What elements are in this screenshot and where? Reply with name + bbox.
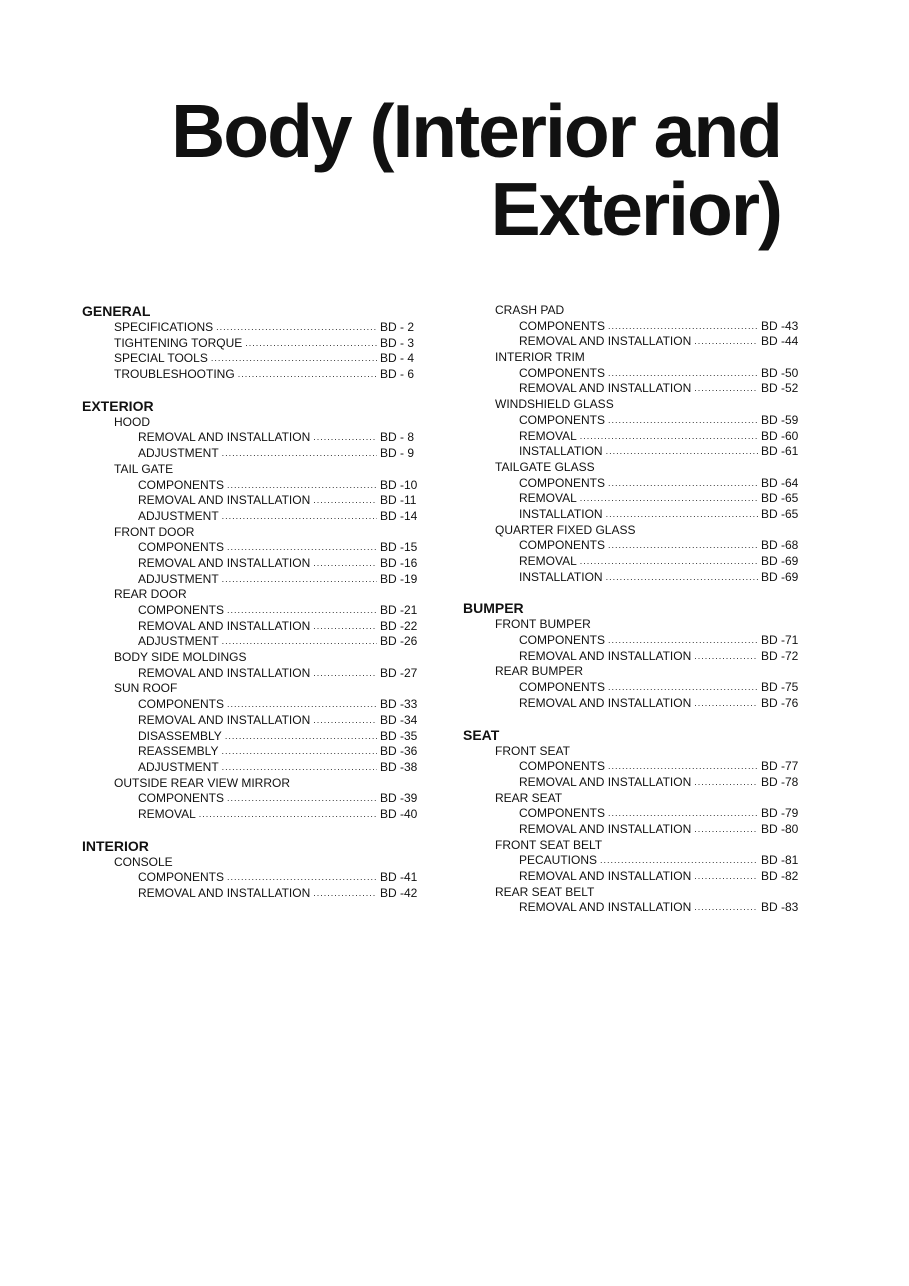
toc-entry-title: REMOVAL AND INSTALLATION <box>138 665 311 680</box>
toc-entry-page: BD -68 <box>761 538 799 553</box>
toc-subgroup <box>463 397 805 460</box>
toc-entry-title: COMPONENTS <box>138 791 225 806</box>
toc-subgroup <box>463 460 805 523</box>
toc-entry <box>519 680 805 696</box>
dot-leader <box>608 759 758 775</box>
toc-entry <box>114 367 424 383</box>
dot-leader <box>222 634 377 650</box>
toc-subgroup <box>463 303 805 350</box>
toc-entry <box>519 429 805 445</box>
toc-entry <box>138 430 424 446</box>
toc-entry-title: REMOVAL <box>519 554 577 568</box>
toc-subheading: QUARTER FIXED GLASS <box>495 522 636 537</box>
toc-entry-page: BD -82 <box>761 869 799 883</box>
toc-entry-title: REMOVAL AND INSTALLATION <box>138 430 311 445</box>
dot-leader <box>694 381 758 397</box>
toc-entry <box>519 759 805 775</box>
toc-entry-title: COMPONENTS <box>138 697 225 712</box>
toc-subheading: REAR BUMPER <box>495 664 584 679</box>
toc-entry-page: BD -79 <box>761 806 799 821</box>
toc-entry-page: BD -77 <box>761 759 799 774</box>
toc-entry-page: BD -72 <box>761 648 799 663</box>
section-heading-bumper: BUMPER <box>463 600 524 617</box>
toc-entry-page: BD -10 <box>380 477 418 492</box>
toc-entry-title: REMOVAL AND INSTALLATION <box>519 334 692 349</box>
dot-leader <box>216 320 377 336</box>
toc-right-column <box>463 303 805 916</box>
dot-leader <box>199 807 377 823</box>
toc-left-column <box>82 303 424 902</box>
toc-entry-title: COMPONENTS <box>138 477 225 492</box>
dot-leader <box>238 367 377 383</box>
dot-leader <box>606 444 758 460</box>
dot-leader <box>608 680 758 696</box>
page-title <box>171 89 781 251</box>
toc-entry <box>138 697 424 713</box>
page-title-line-1: Body (Interior and <box>171 89 781 173</box>
toc-subheading: CONSOLE <box>114 854 173 869</box>
toc-entry-page: BD -44 <box>761 334 799 349</box>
dot-leader <box>694 900 758 916</box>
dot-leader <box>608 633 758 649</box>
toc-subheading: BODY SIDE MOLDINGS <box>114 650 247 665</box>
toc-entry-title: COMPONENTS <box>138 540 225 555</box>
toc-entry-title: ADJUSTMENT <box>138 508 219 523</box>
toc-entry <box>138 603 424 619</box>
toc-entry <box>519 319 805 335</box>
toc-entry-page: BD - 8 <box>380 430 415 445</box>
toc-subgroup <box>463 885 805 916</box>
toc-entry-title: REMOVAL AND INSTALLATION <box>138 618 311 633</box>
dot-leader <box>600 853 758 869</box>
toc-entry-page: BD -83 <box>761 900 799 915</box>
toc-entry <box>138 446 424 462</box>
toc-subheading: CRASH PAD <box>495 303 565 317</box>
section-heading-interior: INTERIOR <box>82 837 149 854</box>
toc-entry-title: SPECIAL TOOLS <box>114 351 208 366</box>
toc-subheading: FRONT SEAT <box>495 743 570 758</box>
toc-entry-page: BD -50 <box>761 365 799 380</box>
toc-entry <box>114 336 424 352</box>
dot-leader <box>227 540 377 556</box>
toc-entry <box>138 619 424 635</box>
toc-entry-title: REMOVAL <box>519 428 577 443</box>
toc-entry <box>519 538 805 554</box>
dot-leader <box>227 870 377 886</box>
toc-subgroup <box>463 664 805 711</box>
dot-leader <box>694 775 758 791</box>
toc-entry <box>138 509 424 525</box>
toc-subgroup <box>463 523 805 586</box>
toc-entry-page: BD - 4 <box>380 351 415 366</box>
toc-subheading: TAIL GATE <box>114 461 174 476</box>
toc-entry-title: COMPONENTS <box>519 759 606 774</box>
toc-entry-title: SPECIFICATIONS <box>114 320 214 334</box>
toc-entry-title: COMPONENTS <box>519 412 606 427</box>
toc-entry-title: REMOVAL AND INSTALLATION <box>138 493 311 508</box>
toc-entry <box>138 666 424 682</box>
toc-entry-title: COMPONENTS <box>519 475 606 490</box>
toc-entry-page: BD -43 <box>761 318 799 333</box>
dot-leader <box>580 491 758 507</box>
toc-entry-page: BD -41 <box>380 870 418 885</box>
toc-subheading: HOOD <box>114 414 150 429</box>
toc-entry <box>138 760 424 776</box>
toc-entry <box>519 649 805 665</box>
dot-leader <box>245 336 377 352</box>
toc-entry <box>114 351 424 367</box>
toc-entry-page: BD - 2 <box>380 320 415 334</box>
dot-leader <box>227 478 377 494</box>
toc-entry-page: BD -16 <box>380 555 418 570</box>
toc-entry <box>138 493 424 509</box>
toc-entry-title: COMPONENTS <box>519 680 606 695</box>
toc-entry-title: ADJUSTMENT <box>138 446 219 461</box>
toc-entry <box>138 713 424 729</box>
toc-subheading: FRONT BUMPER <box>495 617 591 632</box>
toc-entry <box>519 633 805 649</box>
dot-leader <box>608 538 758 554</box>
toc-entry-title: ADJUSTMENT <box>138 571 219 586</box>
toc-subheading: SUN ROOF <box>114 681 178 696</box>
toc-subgroup <box>82 855 424 902</box>
dot-leader <box>606 570 758 586</box>
dot-leader <box>313 666 377 682</box>
toc-entry-page: BD -76 <box>761 695 799 710</box>
dot-leader <box>694 649 758 665</box>
dot-leader <box>606 507 758 523</box>
toc-entry <box>519 554 805 570</box>
toc-entry <box>519 806 805 822</box>
toc-subgroup <box>463 350 805 397</box>
toc-entry-title: INSTALLATION <box>519 569 603 584</box>
toc-entry <box>519 366 805 382</box>
toc-entry <box>519 869 805 885</box>
toc-subgroup <box>82 462 424 525</box>
toc-subgroup <box>82 650 424 681</box>
toc-entry-title: REMOVAL AND INSTALLATION <box>138 555 311 570</box>
toc-subheading: REAR SEAT BELT <box>495 884 595 899</box>
toc-entry-page: BD -64 <box>761 475 799 490</box>
toc-entry <box>138 886 424 902</box>
toc-subgroup <box>82 776 424 823</box>
toc-subheading: INTERIOR TRIM <box>495 350 585 365</box>
toc-entry-title: COMPONENTS <box>519 365 606 380</box>
dot-leader <box>221 744 377 760</box>
toc-entry <box>519 853 805 869</box>
toc-entry-title: INSTALLATION <box>519 444 603 459</box>
dot-leader <box>211 351 377 367</box>
toc-subgroup <box>82 415 424 462</box>
dot-leader <box>313 619 377 635</box>
toc-entry <box>138 791 424 807</box>
toc-entry-page: BD -78 <box>761 774 799 789</box>
toc-entry-title: REMOVAL AND INSTALLATION <box>138 886 311 900</box>
toc-subheading: WINDSHIELD GLASS <box>495 397 614 412</box>
dot-leader <box>225 729 377 745</box>
toc-entry-title: ADJUSTMENT <box>138 634 219 649</box>
toc-entry-title: REMOVAL AND INSTALLATION <box>519 381 692 396</box>
dot-leader <box>608 413 758 429</box>
toc-entry-page: BD -65 <box>761 491 799 506</box>
toc-subgroup <box>463 744 805 791</box>
dot-leader <box>313 556 377 572</box>
toc-entry-title: PECAUTIONS <box>519 853 598 868</box>
toc-entry-page: BD -26 <box>380 634 418 649</box>
toc-entry-page: BD -19 <box>380 571 418 586</box>
toc-entry-title: COMPONENTS <box>519 318 606 333</box>
dot-leader <box>222 572 377 588</box>
toc-entry-page: BD -69 <box>761 569 799 584</box>
toc-subgroup <box>82 681 424 775</box>
toc-entry-page: BD -33 <box>380 697 418 712</box>
toc-entry-page: BD -35 <box>380 728 418 743</box>
toc-entry-title: REMOVAL <box>519 491 577 506</box>
dot-leader <box>694 696 758 712</box>
section-heading-seat: SEAT <box>463 726 500 743</box>
dot-leader <box>313 493 377 509</box>
toc-entry-title: REMOVAL AND INSTALLATION <box>519 900 692 915</box>
section-heading-general: GENERAL <box>82 303 151 319</box>
toc-subheading: REAR DOOR <box>114 587 187 602</box>
toc-entry-page: BD - 3 <box>380 335 415 350</box>
toc-entry-page: BD -39 <box>380 791 418 806</box>
toc-entry <box>138 870 424 886</box>
toc-entry-title: REMOVAL AND INSTALLATION <box>138 712 311 727</box>
toc-entry-title: REMOVAL AND INSTALLATION <box>519 821 692 836</box>
toc-subgroup <box>463 791 805 838</box>
section-heading-exterior: EXTERIOR <box>82 397 154 414</box>
toc-entry-page: BD -34 <box>380 712 418 727</box>
toc-entry <box>519 507 805 523</box>
dot-leader <box>222 760 377 776</box>
toc-subheading: TAILGATE GLASS <box>495 459 595 474</box>
toc-group <box>82 320 424 383</box>
toc-entry-title: ADJUSTMENT <box>138 759 219 774</box>
toc-entry-page: BD -65 <box>761 506 799 521</box>
dot-leader <box>694 822 758 838</box>
toc-entry-title: TROUBLESHOOTING <box>114 367 235 382</box>
toc-entry-page: BD -27 <box>380 665 418 680</box>
toc-entry-title: REMOVAL AND INSTALLATION <box>519 869 692 883</box>
toc-subheading: OUTSIDE REAR VIEW MIRROR <box>114 775 291 790</box>
toc-entry-page: BD -60 <box>761 428 799 443</box>
dot-leader <box>313 430 377 446</box>
toc-entry <box>519 444 805 460</box>
dot-leader <box>222 446 377 462</box>
toc-entry <box>519 491 805 507</box>
toc-entry-page: BD -36 <box>380 744 418 759</box>
dot-leader <box>222 509 377 525</box>
toc-entry-page: BD -21 <box>380 603 418 617</box>
toc-entry-page: BD -59 <box>761 412 799 427</box>
toc-entry <box>138 478 424 494</box>
toc-subgroup <box>463 617 805 664</box>
toc-entry-page: BD -61 <box>761 444 799 459</box>
toc-entry-page: BD -22 <box>380 618 418 633</box>
dot-leader <box>580 554 758 570</box>
toc-entry-title: REMOVAL AND INSTALLATION <box>519 648 692 663</box>
toc-entry-page: BD - 6 <box>380 367 415 382</box>
toc-entry-title: COMPONENTS <box>138 870 225 885</box>
toc-entry <box>138 807 424 823</box>
dot-leader <box>580 429 758 445</box>
dot-leader <box>313 713 377 729</box>
toc-entry <box>519 381 805 397</box>
toc-entry <box>138 556 424 572</box>
toc-entry-title: COMPONENTS <box>519 633 606 648</box>
toc-entry <box>519 696 805 712</box>
toc-entry <box>138 744 424 760</box>
toc-entry-title: REASSEMBLY <box>138 744 219 759</box>
toc-entry-page: BD -15 <box>380 540 418 555</box>
toc-entry-title: COMPONENTS <box>519 806 606 821</box>
toc-entry <box>138 729 424 745</box>
toc-entry <box>519 570 805 586</box>
toc-entry-page: BD -80 <box>761 821 799 836</box>
dot-leader <box>694 869 758 885</box>
toc-entry <box>138 540 424 556</box>
toc-entry-page: BD - 9 <box>380 446 415 461</box>
toc-entry <box>138 572 424 588</box>
dot-leader <box>608 319 758 335</box>
dot-leader <box>227 697 377 713</box>
toc-entry-page: BD -38 <box>380 759 418 774</box>
dot-leader <box>608 366 758 382</box>
toc-entry-page: BD -14 <box>380 508 418 523</box>
dot-leader <box>608 476 758 492</box>
toc-subheading: REAR SEAT <box>495 790 563 805</box>
dot-leader <box>227 603 377 619</box>
toc-entry <box>519 775 805 791</box>
toc-entry-title: COMPONENTS <box>138 603 225 617</box>
toc-entry-page: BD -42 <box>380 886 418 900</box>
toc-entry <box>138 634 424 650</box>
toc-entry-page: BD -52 <box>761 381 799 396</box>
toc-entry-page: BD -40 <box>380 806 418 821</box>
toc-entry-title: REMOVAL <box>138 806 196 821</box>
toc-subgroup <box>463 838 805 885</box>
toc-entry-title: REMOVAL AND INSTALLATION <box>519 774 692 789</box>
toc-entry-page: BD -75 <box>761 680 799 695</box>
toc-entry <box>519 334 805 350</box>
toc-subgroup <box>82 587 424 650</box>
toc-subgroup <box>82 525 424 588</box>
toc-subheading: FRONT DOOR <box>114 524 195 539</box>
toc-subheading: FRONT SEAT BELT <box>495 837 603 852</box>
dot-leader <box>313 886 377 902</box>
page-title-line-2: Exterior) <box>490 167 781 251</box>
dot-leader <box>694 334 758 350</box>
toc-entry <box>519 900 805 916</box>
toc-entry-title: TIGHTENING TORQUE <box>114 335 243 350</box>
dot-leader <box>608 806 758 822</box>
toc-entry-page: BD -69 <box>761 554 799 568</box>
toc-entry-page: BD -71 <box>761 633 799 648</box>
toc-entry <box>519 822 805 838</box>
toc-entry-page: BD -11 <box>380 493 417 508</box>
toc-entry-title: DISASSEMBLY <box>138 728 222 743</box>
toc-entry <box>519 476 805 492</box>
dot-leader <box>227 791 377 807</box>
toc-entry-title: REMOVAL AND INSTALLATION <box>519 695 692 710</box>
toc-entry <box>519 413 805 429</box>
toc-entry-page: BD -81 <box>761 853 799 868</box>
toc-entry <box>114 320 424 336</box>
toc-entry-title: COMPONENTS <box>519 538 606 553</box>
toc-entry-title: INSTALLATION <box>519 506 603 521</box>
